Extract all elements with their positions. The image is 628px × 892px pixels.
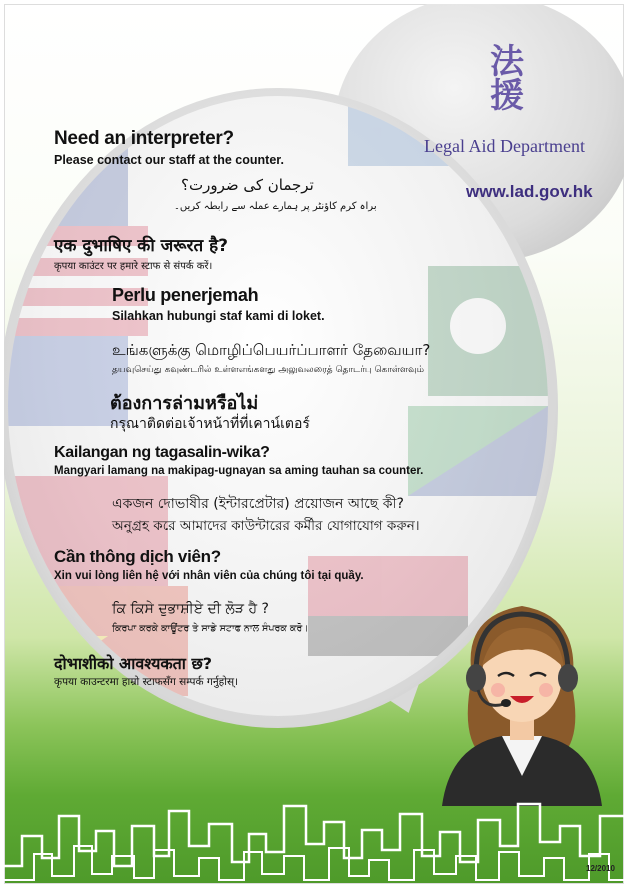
- vietnamese-subtext: Xin vui lòng liên hệ với nhân viên của chúng tôi tại quầy.: [54, 570, 364, 582]
- punjabi-subtext: ਕਿਰਪਾ ਕਰਕੇ ਕਾਊਂਟਰ ਤੇ ਸਾਡੇ ਸਟਾਫ ਨਾਲ ਸੰਪਰਕ ਕਰੋ।: [112, 623, 309, 634]
- lad-logo: [490, 44, 534, 116]
- logo-character-bottom: 援: [490, 76, 524, 116]
- thai-subtext: กรุณาติดต่อเจ้าหน้าที่ที่เคาน์เตอร์: [110, 416, 310, 432]
- poster: [4, 4, 624, 884]
- english-subtext: Please contact our staff at the counter.: [54, 153, 284, 167]
- tagalog-heading: Kailangan ng tagasalin-wika?: [54, 444, 270, 461]
- indonesian-heading: Perlu penerjemah: [112, 285, 259, 305]
- department-name: Legal Aid Department: [424, 136, 585, 156]
- city-skyline-outline: [4, 796, 624, 884]
- urdu-heading: ترجمان کی ضرورت؟: [181, 176, 314, 194]
- tagalog-subtext: Mangyari lamang na makipag-ugnayan sa aming tauhan sa counter.: [54, 465, 424, 477]
- tamil-subtext: தயவுசெய்து கவுண்டரில் உள்ளஎங்களது அலுவலரைத் தொடர்பு கொள்ளவும்: [112, 365, 425, 375]
- publication-date-code: 12/2010: [586, 864, 615, 873]
- nepali-subtext: कृपया काउन्टरमा हाम्रो स्टाफसँग सम्पर्क गर्नुहोस्।: [54, 676, 239, 688]
- hindi-heading: एक दुभाषिए की जरूरत है?: [54, 236, 228, 256]
- vietnamese-heading: Cần thông dịch viên?: [54, 547, 221, 566]
- logo-character-top: 法: [490, 42, 524, 82]
- call-center-operator-illustration: [432, 586, 612, 806]
- bengali-heading: একজন দোভাষীর (ইন্টারপ্রেটার) প্রয়োজন আছে কী?: [112, 496, 404, 512]
- tamil-heading: உங்களுக்கு மொழிப்பெயர்ப்பாளர் தேவையா?: [112, 341, 431, 359]
- english-heading: Need an interpreter?: [54, 128, 234, 149]
- indonesian-subtext: Silahkan hubungi staf kami di loket.: [112, 309, 325, 323]
- nepali-heading: दोभाशीको आवश्यकता छ?: [54, 654, 213, 673]
- urdu-subtext: براہ کرم کاؤنٹر پر ہمارے عملہ سے رابطہ کریں۔: [174, 201, 377, 212]
- bengali-subtext: অনুগ্রহ করে আমাদের কাউন্টারের কর্মীর যোগাযোগ করুন।: [112, 518, 420, 534]
- website-link[interactable]: www.lad.gov.hk: [466, 182, 593, 201]
- punjabi-heading: ਕਿ ਕਿਸੇ ਦੁਭਾਸ਼ੀਏ ਦੀ ਲੋੜ ਹੈ ?: [112, 601, 269, 617]
- thai-heading: ต้องการล่ามหรือไม่: [110, 393, 259, 414]
- hindi-subtext: कृपया काउंटर पर हमारे स्टाफ से संपर्क करें।: [54, 261, 213, 272]
